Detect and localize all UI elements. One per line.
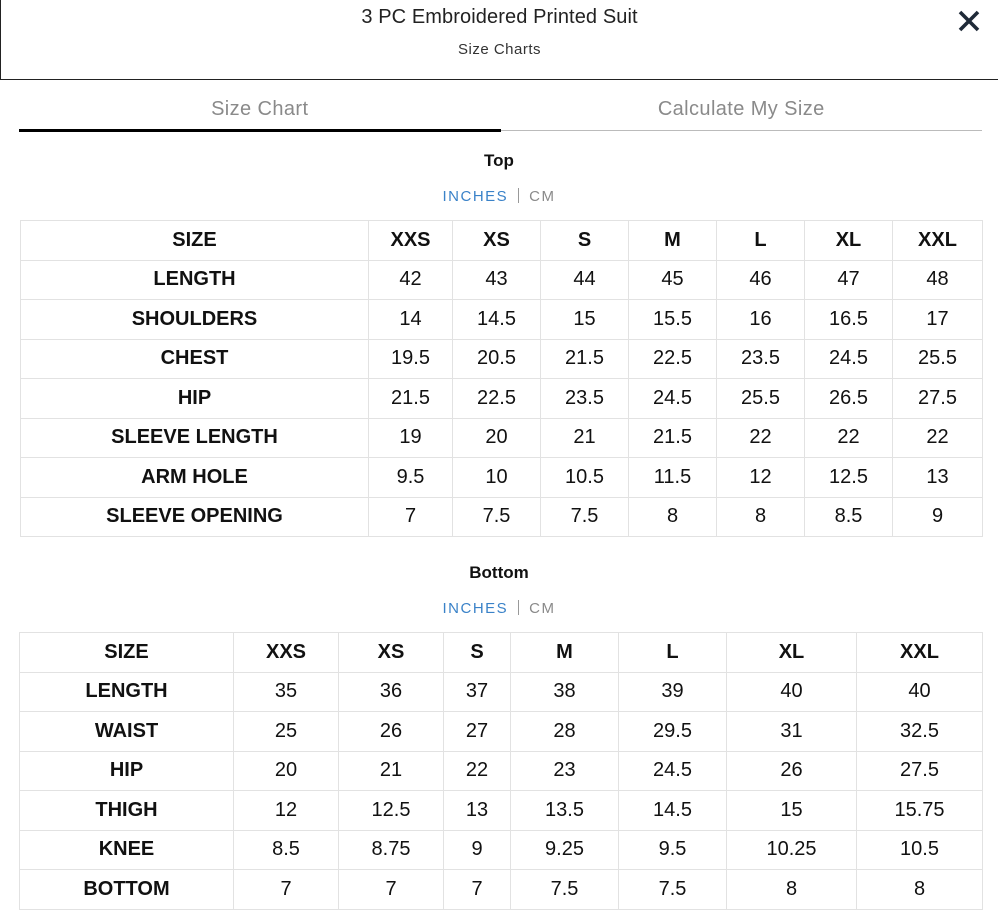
measurement-value: 10.25 (727, 830, 857, 870)
bottom-unit-inches[interactable]: INCHES (442, 600, 509, 617)
size-header-cell: SIZE (21, 221, 369, 261)
measurement-label: CHEST (21, 339, 369, 379)
measurement-value: 16.5 (805, 300, 893, 340)
measurement-value: 7 (369, 497, 453, 537)
table-row (21, 497, 983, 537)
measurement-value: 21.5 (369, 379, 453, 419)
measurement-value: 16 (717, 300, 805, 340)
top-unit-inches[interactable]: INCHES (442, 188, 509, 205)
size-column-header: XXL (857, 633, 983, 673)
measurement-value: 47 (805, 260, 893, 300)
measurement-value: 22 (805, 418, 893, 458)
measurement-label: KNEE (20, 830, 234, 870)
measurement-value: 23 (511, 751, 619, 791)
table-row (21, 300, 983, 340)
measurement-value: 27.5 (857, 751, 983, 791)
measurement-label: HIP (21, 379, 369, 419)
measurement-value: 44 (541, 260, 629, 300)
size-column-header: S (541, 221, 629, 261)
size-header-cell: SIZE (20, 633, 234, 673)
measurement-value: 15 (541, 300, 629, 340)
measurement-value: 24.5 (629, 379, 717, 419)
measurement-value: 10 (453, 458, 541, 498)
size-column-header: XS (453, 221, 541, 261)
table-row (20, 870, 983, 910)
bottom-size-table (19, 632, 983, 910)
size-column-header: M (629, 221, 717, 261)
measurement-value: 7.5 (511, 870, 619, 910)
measurement-value: 8 (717, 497, 805, 537)
size-column-header: XS (339, 633, 444, 673)
table-row (21, 379, 983, 419)
measurement-value: 24.5 (619, 751, 727, 791)
measurement-value: 8.5 (805, 497, 893, 537)
measurement-value: 11.5 (629, 458, 717, 498)
measurement-value: 10.5 (541, 458, 629, 498)
measurement-label: ARM HOLE (21, 458, 369, 498)
close-button[interactable] (956, 8, 982, 34)
measurement-value: 40 (857, 672, 983, 712)
top-section-title: Top (484, 151, 514, 170)
size-column-header: XXL (893, 221, 983, 261)
measurement-value: 19 (369, 418, 453, 458)
bottom-table-body (20, 633, 983, 910)
table-header-row (21, 221, 983, 261)
table-row (20, 712, 983, 752)
measurement-value: 23.5 (541, 379, 629, 419)
top-size-table (20, 220, 983, 537)
measurement-value: 23.5 (717, 339, 805, 379)
measurement-value: 13.5 (511, 791, 619, 831)
measurement-value: 39 (619, 672, 727, 712)
measurement-value: 12 (234, 791, 339, 831)
bottom-unit-toggle (0, 600, 998, 617)
measurement-value: 22.5 (629, 339, 717, 379)
measurement-value: 9.5 (619, 830, 727, 870)
measurement-value: 20.5 (453, 339, 541, 379)
measurement-value: 19.5 (369, 339, 453, 379)
measurement-value: 40 (727, 672, 857, 712)
measurement-value: 14 (369, 300, 453, 340)
measurement-value: 17 (893, 300, 983, 340)
size-column-header: L (619, 633, 727, 673)
top-unit-toggle (0, 188, 998, 205)
measurement-value: 10.5 (857, 830, 983, 870)
measurement-value: 8 (727, 870, 857, 910)
measurement-value: 25 (234, 712, 339, 752)
measurement-value: 22 (717, 418, 805, 458)
measurement-value: 9 (444, 830, 511, 870)
measurement-value: 27.5 (893, 379, 983, 419)
measurement-value: 9 (893, 497, 983, 537)
top-unit-cm[interactable]: CM (529, 188, 556, 205)
measurement-value: 21 (541, 418, 629, 458)
measurement-value: 21.5 (541, 339, 629, 379)
measurement-value: 26.5 (805, 379, 893, 419)
tab-size-chart[interactable]: Size Chart (19, 94, 501, 130)
measurement-label: SLEEVE LENGTH (21, 418, 369, 458)
measurement-value: 26 (727, 751, 857, 791)
bottom-section-title: Bottom (469, 563, 529, 582)
measurement-value: 8.5 (234, 830, 339, 870)
measurement-value: 22.5 (453, 379, 541, 419)
measurement-value: 48 (893, 260, 983, 300)
measurement-value: 7 (444, 870, 511, 910)
measurement-value: 20 (453, 418, 541, 458)
table-row (21, 260, 983, 300)
measurement-value: 27 (444, 712, 511, 752)
measurement-value: 15.5 (629, 300, 717, 340)
measurement-value: 15 (727, 791, 857, 831)
measurement-value: 15.75 (857, 791, 983, 831)
size-column-header: S (444, 633, 511, 673)
measurement-value: 45 (629, 260, 717, 300)
measurement-value: 31 (727, 712, 857, 752)
bottom-unit-cm[interactable]: CM (529, 600, 556, 617)
measurement-value: 42 (369, 260, 453, 300)
measurement-value: 12.5 (339, 791, 444, 831)
measurement-label: THIGH (20, 791, 234, 831)
table-row (20, 830, 983, 870)
measurement-label: BOTTOM (20, 870, 234, 910)
measurement-label: LENGTH (21, 260, 369, 300)
table-header-row (20, 633, 983, 673)
measurement-value: 22 (893, 418, 983, 458)
measurement-value: 24.5 (805, 339, 893, 379)
measurement-label: SLEEVE OPENING (21, 497, 369, 537)
measurement-value: 28 (511, 712, 619, 752)
table-row (21, 458, 983, 498)
measurement-value: 7 (234, 870, 339, 910)
measurement-value: 7.5 (619, 870, 727, 910)
measurement-value: 25.5 (893, 339, 983, 379)
measurement-value: 9.25 (511, 830, 619, 870)
measurement-value: 35 (234, 672, 339, 712)
measurement-value: 29.5 (619, 712, 727, 752)
tab-calculate-my-size[interactable]: Calculate My Size (657, 98, 825, 120)
modal-header (0, 0, 998, 80)
measurement-label: HIP (20, 751, 234, 791)
measurement-value: 13 (444, 791, 511, 831)
measurement-value: 43 (453, 260, 541, 300)
measurement-value: 9.5 (369, 458, 453, 498)
table-row (21, 418, 983, 458)
table-row (20, 672, 983, 712)
top-table-body (21, 221, 983, 537)
modal-title: 3 PC Embroidered Printed Suit (361, 6, 638, 28)
measurement-value: 8 (629, 497, 717, 537)
measurement-value: 21 (339, 751, 444, 791)
size-column-header: XXS (234, 633, 339, 673)
size-column-header: L (717, 221, 805, 261)
measurement-value: 38 (511, 672, 619, 712)
size-column-header: XL (805, 221, 893, 261)
measurement-value: 7.5 (453, 497, 541, 537)
table-row (20, 791, 983, 831)
unit-divider (518, 188, 519, 203)
measurement-value: 20 (234, 751, 339, 791)
size-column-header: XXS (369, 221, 453, 261)
measurement-value: 12.5 (805, 458, 893, 498)
measurement-value: 8.75 (339, 830, 444, 870)
measurement-value: 21.5 (629, 418, 717, 458)
measurement-label: SHOULDERS (21, 300, 369, 340)
measurement-value: 32.5 (857, 712, 983, 752)
size-column-header: XL (727, 633, 857, 673)
measurement-value: 36 (339, 672, 444, 712)
measurement-value: 26 (339, 712, 444, 752)
unit-divider (518, 600, 519, 615)
measurement-value: 7 (339, 870, 444, 910)
measurement-value: 12 (717, 458, 805, 498)
table-row (21, 339, 983, 379)
close-icon (956, 8, 982, 34)
measurement-value: 37 (444, 672, 511, 712)
measurement-value: 14.5 (619, 791, 727, 831)
modal-subtitle: Size Charts (457, 41, 542, 58)
measurement-value: 14.5 (453, 300, 541, 340)
tab-bar (19, 94, 982, 131)
measurement-value: 25.5 (717, 379, 805, 419)
table-row (20, 751, 983, 791)
measurement-label: LENGTH (20, 672, 234, 712)
measurement-value: 46 (717, 260, 805, 300)
measurement-label: WAIST (20, 712, 234, 752)
measurement-value: 22 (444, 751, 511, 791)
size-column-header: M (511, 633, 619, 673)
measurement-value: 8 (857, 870, 983, 910)
measurement-value: 7.5 (541, 497, 629, 537)
measurement-value: 13 (893, 458, 983, 498)
